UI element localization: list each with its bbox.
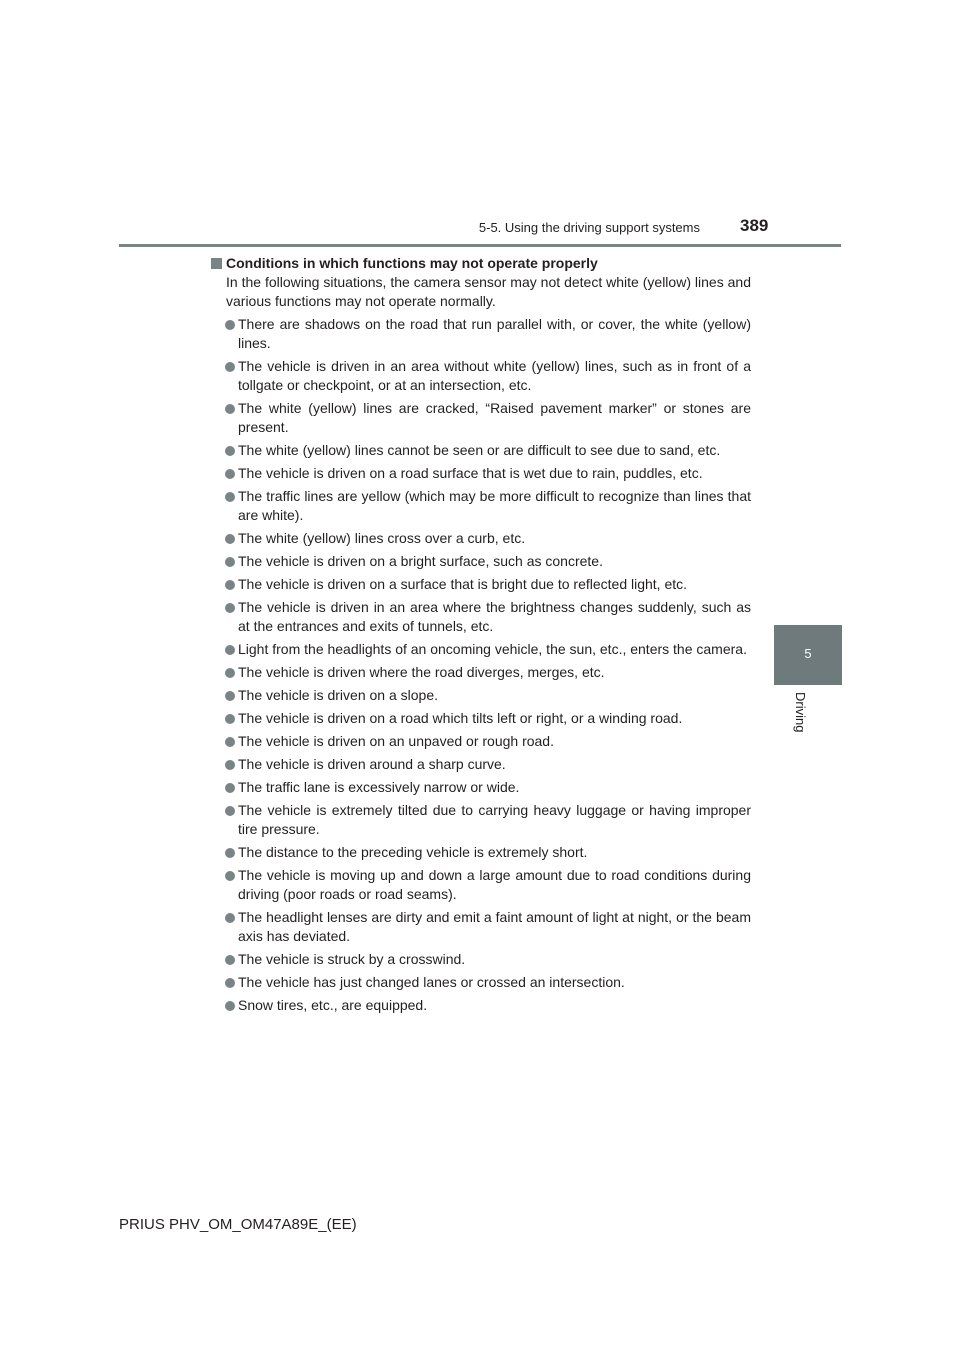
circle-bullet-icon [225, 783, 235, 793]
section-heading [211, 254, 751, 273]
list-item [211, 755, 751, 774]
circle-bullet-icon [225, 806, 235, 816]
list-item [211, 732, 751, 751]
circle-bullet-icon [225, 668, 235, 678]
condition-list [211, 315, 751, 1015]
circle-bullet-icon [225, 1001, 235, 1011]
circle-bullet-icon [225, 580, 235, 590]
intro-paragraph: In the following situations, the camera sensor may not detect white (yellow) lines and various functions may not operate normally. [226, 274, 751, 309]
list-item [211, 778, 751, 797]
list-item-text: There are shadows on the road that run parallel with, or cover, the white (yellow) lines. [238, 316, 751, 351]
circle-bullet-icon [225, 955, 235, 965]
circle-bullet-icon [225, 737, 235, 747]
list-item [211, 441, 751, 460]
list-item [211, 843, 751, 862]
list-item [211, 529, 751, 548]
list-item [211, 866, 751, 904]
circle-bullet-icon [225, 645, 235, 655]
list-item-text: The white (yellow) lines cannot be seen or are difficult to see due to sand, etc. [238, 442, 721, 458]
main-content [211, 254, 751, 1015]
list-item-text: The vehicle is driven in an area where the brightness changes suddenly, such as at the entrances and exits of tunnels, etc. [238, 599, 751, 634]
circle-bullet-icon [225, 492, 235, 502]
circle-bullet-icon [225, 848, 235, 858]
list-item-text: The traffic lane is excessively narrow or wide. [238, 779, 520, 795]
list-item [211, 399, 751, 437]
list-item [211, 640, 751, 659]
square-bullet-icon [211, 258, 222, 269]
list-item [211, 357, 751, 395]
list-item [211, 996, 751, 1015]
list-item-text: The vehicle is moving up and down a large amount due to road conditions during driving (poor roads or road seams). [238, 867, 751, 902]
chapter-tab-number: 5 [804, 646, 812, 661]
list-item-text: The vehicle is driven where the road diverges, merges, etc. [238, 664, 605, 680]
list-item [211, 575, 751, 594]
circle-bullet-icon [225, 362, 235, 372]
list-item-text: Snow tires, etc., are equipped. [238, 997, 428, 1013]
list-item-text: The vehicle is extremely tilted due to carrying heavy luggage or having improper tire pressure. [238, 802, 751, 837]
list-item-text: The vehicle is driven on a surface that is bright due to reflected light, etc. [238, 576, 688, 592]
list-item [211, 801, 751, 839]
list-item-text: The vehicle is driven on a slope. [238, 687, 438, 703]
list-item-text: The white (yellow) lines cross over a curb, etc. [238, 530, 526, 546]
list-item-text: The distance to the preceding vehicle is extremely short. [238, 844, 588, 860]
list-item-text: The vehicle is driven around a sharp curve. [238, 756, 506, 772]
list-item-text: The headlight lenses are dirty and emit a faint amount of light at night, or the beam axis has deviated. [238, 909, 751, 944]
list-item [211, 908, 751, 946]
list-item [211, 709, 751, 728]
circle-bullet-icon [225, 320, 235, 330]
list-item-text: The vehicle has just changed lanes or crossed an intersection. [238, 974, 625, 990]
header-rule [119, 244, 841, 247]
circle-bullet-icon [225, 913, 235, 923]
circle-bullet-icon [225, 404, 235, 414]
circle-bullet-icon [225, 691, 235, 701]
list-item-text: Light from the headlights of an oncoming vehicle, the sun, etc., enters the camera. [238, 641, 747, 657]
chapter-tab-label: Driving [793, 692, 808, 733]
circle-bullet-icon [225, 978, 235, 988]
circle-bullet-icon [225, 603, 235, 613]
circle-bullet-icon [225, 760, 235, 770]
list-item [211, 598, 751, 636]
circle-bullet-icon [225, 534, 235, 544]
circle-bullet-icon [225, 714, 235, 724]
list-item [211, 973, 751, 992]
list-item-text: The vehicle is driven on a bright surface, such as concrete. [238, 553, 603, 569]
list-item-text: The white (yellow) lines are cracked, “Raised pavement marker” or stones are present. [238, 400, 751, 435]
list-item [211, 315, 751, 353]
list-item-text: The vehicle is driven on a road which tilts left or right, or a winding road. [238, 710, 683, 726]
document-code: PRIUS PHV_OM_OM47A89E_(EE) [119, 1216, 357, 1233]
circle-bullet-icon [225, 469, 235, 479]
section-title: 5-5. Using the driving support systems [478, 220, 700, 235]
list-item-text: The vehicle is driven in an area without white (yellow) lines, such as in front of a tollgate or checkpoint, or at an intersection, etc. [238, 358, 751, 393]
circle-bullet-icon [225, 871, 235, 881]
page-number: 389 [740, 216, 769, 235]
list-item [211, 950, 751, 969]
circle-bullet-icon [225, 446, 235, 456]
section-heading-text: Conditions in which functions may not operate properly [226, 255, 598, 271]
list-item [211, 552, 751, 571]
list-item-text: The vehicle is struck by a crosswind. [238, 951, 466, 967]
list-item [211, 464, 751, 483]
list-item-text: The traffic lines are yellow (which may be more difficult to recognize than lines that are white). [238, 488, 751, 523]
list-item-text: The vehicle is driven on a road surface that is wet due to rain, puddles, etc. [238, 465, 703, 481]
list-item [211, 487, 751, 525]
circle-bullet-icon [225, 557, 235, 567]
list-item-text: The vehicle is driven on an unpaved or rough road. [238, 733, 554, 749]
list-item [211, 663, 751, 682]
list-item [211, 686, 751, 705]
